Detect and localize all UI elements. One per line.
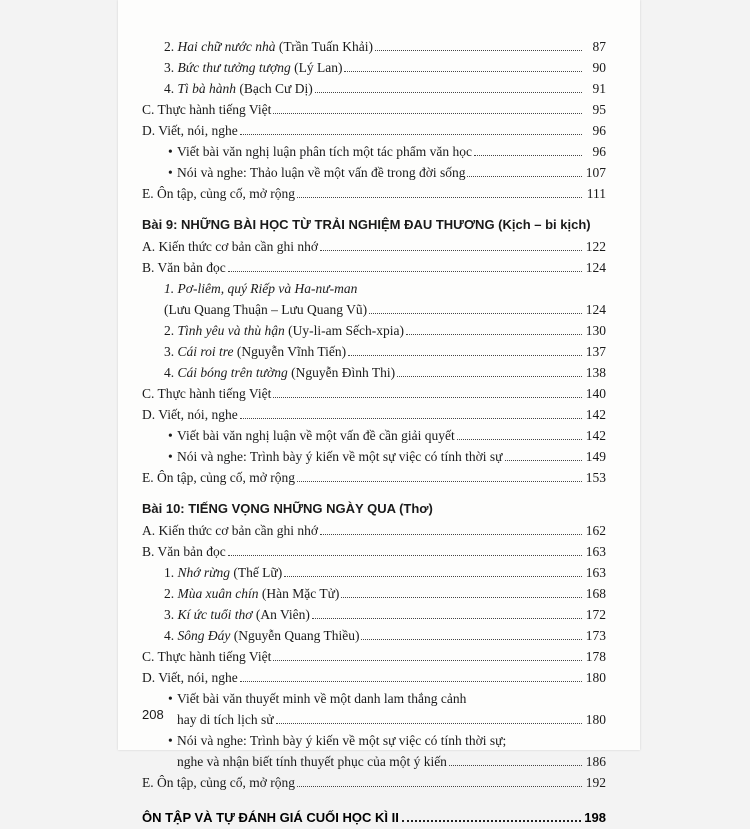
page-ref: 90 — [592, 60, 606, 75]
toc-entry — [142, 425, 606, 446]
leader-dots — [369, 313, 582, 314]
leader-dots — [297, 197, 582, 198]
toc-entry — [142, 383, 606, 404]
page-ref: 130 — [585, 323, 606, 338]
entry-title: Mùa xuân chín — [177, 586, 259, 601]
lesson-heading: Bài 10: TIẾNG VỌNG NHỮNG NGÀY QUA (Thơ) — [142, 501, 433, 516]
toc-entry — [142, 583, 606, 604]
toc-entry — [142, 141, 606, 162]
leader-dots — [406, 334, 582, 335]
leader-dots — [240, 134, 582, 135]
page-ref: 96 — [592, 144, 606, 159]
toc-entry — [142, 751, 606, 772]
page-ref: 142 — [585, 428, 606, 443]
bullet-icon: • — [168, 733, 173, 748]
leader-dots — [457, 439, 582, 440]
bullet-icon: • — [168, 691, 173, 706]
toc-final-review — [142, 807, 606, 829]
entry-label: Nói và nghe: Trình bày ý kiến về một sự việc có tính thời sự — [177, 449, 503, 464]
toc-entry — [142, 541, 606, 562]
leader-dots — [273, 397, 582, 398]
lesson-heading: Bài 9: NHỮNG BÀI HỌC TỪ TRẢI NGHIỆM ĐAU THƯƠNG (Kịch – bi kịch) — [142, 217, 591, 232]
entry-author: (Lý Lan) — [290, 60, 343, 75]
entry-author: (An Viên) — [252, 607, 310, 622]
toc-entry — [142, 299, 606, 320]
leader-dots — [467, 176, 582, 177]
toc-entry — [142, 278, 606, 299]
page-ref: 172 — [585, 607, 606, 622]
entry-author: (Thế Lữ) — [229, 565, 283, 580]
entry-author: (Nguyễn Đình Thi) — [287, 365, 396, 380]
toc-entry — [142, 257, 606, 278]
toc-entry — [142, 772, 606, 793]
page-ref: 91 — [592, 81, 606, 96]
toc-entry — [142, 562, 606, 583]
page-ref: 153 — [585, 470, 606, 485]
toc-entry — [142, 520, 606, 541]
page-ref: 163 — [585, 565, 606, 580]
toc-entry — [142, 604, 606, 625]
leader-dots — [320, 250, 582, 251]
entry-label: D. Viết, nói, nghe — [142, 670, 238, 685]
toc-entry — [142, 730, 606, 751]
bullet-icon: • — [168, 165, 173, 180]
entry-label: Viết bài văn thuyết minh về một danh lam thắng cảnh — [177, 691, 467, 706]
entry-label: ÔN TẬP VÀ TỰ ĐÁNH GIÁ CUỐI HỌC KÌ II — [142, 810, 399, 825]
toc-entry — [142, 404, 606, 425]
page-ref: 138 — [585, 365, 606, 380]
leader-dots — [474, 155, 582, 156]
toc-entry — [142, 446, 606, 467]
bullet-icon: • — [168, 449, 173, 464]
entry-author: (Lưu Quang Thuận – Lưu Quang Vũ) — [164, 302, 368, 317]
entry-label: C. Thực hành tiếng Việt — [142, 386, 272, 401]
entry-label: Viết bài văn nghị luận phân tích một tác phẩm văn học — [177, 144, 472, 159]
entry-title: 1. Pơ-liêm, quý Riếp và Ha-nư-man — [164, 281, 358, 296]
page-ref: 173 — [585, 628, 606, 643]
page-ref: 168 — [585, 586, 606, 601]
entry-label: hay di tích lịch sử — [177, 712, 274, 727]
toc-group-lesson8-tail — [142, 36, 606, 99]
entry-label: E. Ôn tập, củng cố, mở rộng — [142, 470, 295, 485]
toc-entry — [142, 688, 606, 709]
entry-label: B. Văn bản đọc — [142, 260, 226, 275]
entry-number: 4. — [164, 365, 175, 380]
entry-title: Tì bà hành — [177, 81, 237, 96]
entry-title: Tình yêu và thù hận — [177, 323, 285, 338]
entry-author: (Nguyễn Quang Thiều) — [230, 628, 360, 643]
entry-label: Nói và nghe: Trình bày ý kiến về một sự việc có tính thời sự; — [177, 733, 507, 748]
leader-dots — [228, 271, 582, 272]
page-ref: 124 — [585, 260, 606, 275]
page-ref: 140 — [585, 386, 606, 401]
entry-number: 3. — [164, 60, 175, 75]
entry-author: (Uy-li-am Sếch-xpia) — [284, 323, 404, 338]
leader-dots — [273, 660, 582, 661]
page-ref: 162 — [585, 523, 606, 538]
bullet-icon: • — [168, 144, 173, 159]
page-ref: 198 — [584, 810, 606, 825]
entry-number: 4. — [164, 628, 175, 643]
entry-title: Cái roi tre — [177, 344, 234, 359]
leader-dots — [397, 376, 582, 377]
toc-entry — [142, 78, 606, 99]
toc-entry — [142, 667, 606, 688]
entry-title: Cái bóng trên tường — [177, 365, 288, 380]
toc-entry — [142, 162, 606, 183]
entry-label: C. Thực hành tiếng Việt — [142, 649, 272, 664]
leader-dots — [402, 820, 581, 822]
leader-dots — [375, 50, 582, 51]
entry-title: Hai chữ nước nhà — [177, 39, 276, 54]
toc-entry — [142, 646, 606, 667]
toc-entry — [142, 709, 606, 730]
toc-entry — [142, 183, 606, 204]
page-ref: 142 — [585, 407, 606, 422]
entry-title: Sông Đáy — [177, 628, 231, 643]
leader-dots — [273, 113, 582, 114]
toc-entry — [142, 320, 606, 341]
leader-dots — [240, 681, 582, 682]
leader-dots — [297, 786, 582, 787]
toc-entry — [142, 236, 606, 257]
leader-dots — [276, 723, 582, 724]
leader-dots — [341, 597, 582, 598]
leader-dots — [361, 639, 582, 640]
entry-author: (Trần Tuấn Khải) — [275, 39, 373, 54]
entry-label: D. Viết, nói, nghe — [142, 407, 238, 422]
page-ref: 96 — [592, 123, 606, 138]
leader-dots — [312, 618, 582, 619]
page-ref: 178 — [585, 649, 606, 664]
bullet-icon: • — [168, 428, 173, 443]
page-number: 208 — [142, 707, 164, 722]
entry-label: C. Thực hành tiếng Việt — [142, 102, 272, 117]
entry-label: Nói và nghe: Thảo luận về một vấn đề trong đời sống — [177, 165, 466, 180]
entry-number: 1. — [164, 565, 175, 580]
leader-dots — [348, 355, 582, 356]
entry-author: (Bạch Cư Dị) — [236, 81, 313, 96]
page-ref: 111 — [586, 186, 606, 201]
entry-label: D. Viết, nói, nghe — [142, 123, 238, 138]
leader-dots — [284, 576, 582, 577]
entry-title: Nhớ rừng — [177, 565, 230, 580]
table-of-contents — [142, 36, 606, 829]
leader-dots — [505, 460, 583, 461]
toc-entry — [142, 120, 606, 141]
entry-label: E. Ôn tập, củng cố, mở rộng — [142, 775, 295, 790]
entry-title: Bức thư tưởng tượng — [177, 60, 291, 75]
toc-entry — [142, 57, 606, 78]
toc-entry — [142, 362, 606, 383]
page-ref: 137 — [585, 344, 606, 359]
entry-author: (Hàn Mặc Tử) — [258, 586, 340, 601]
page-ref: 124 — [585, 302, 606, 317]
toc-entry — [142, 625, 606, 646]
page-ref: 186 — [585, 754, 606, 769]
page-ref: 122 — [585, 239, 606, 254]
book-page — [118, 0, 640, 825]
page-ref: 87 — [592, 39, 606, 54]
entry-label: E. Ôn tập, củng cố, mở rộng — [142, 186, 295, 201]
toc-entry — [142, 341, 606, 362]
entry-label: B. Văn bản đọc — [142, 544, 226, 559]
page-ref: 149 — [585, 449, 606, 464]
entry-label: A. Kiến thức cơ bản cần ghi nhớ — [142, 239, 319, 254]
page-ref: 163 — [585, 544, 606, 559]
page-ref: 180 — [585, 670, 606, 685]
page-ref: 107 — [585, 165, 606, 180]
entry-label: A. Kiến thức cơ bản cần ghi nhớ — [142, 523, 319, 538]
entry-number: 2. — [164, 39, 175, 54]
entry-label: Viết bài văn nghị luận về một vấn đề cần giải quyết — [177, 428, 455, 443]
leader-dots — [344, 71, 582, 72]
page-ref: 180 — [585, 712, 606, 727]
leader-dots — [315, 92, 582, 93]
toc-entry — [142, 99, 606, 120]
entry-title: Kí ức tuổi thơ — [177, 607, 253, 622]
entry-number: 4. — [164, 81, 175, 96]
leader-dots — [449, 765, 582, 766]
entry-number: 3. — [164, 607, 175, 622]
toc-entry — [142, 467, 606, 488]
leader-dots — [320, 534, 582, 535]
entry-author: (Nguyễn Vĩnh Tiến) — [233, 344, 347, 359]
leader-dots — [228, 555, 582, 556]
page-ref: 192 — [585, 775, 606, 790]
entry-number: 2. — [164, 323, 175, 338]
entry-label: nghe và nhận biết tính thuyết phục của một ý kiến — [177, 754, 447, 769]
entry-number: 3. — [164, 344, 175, 359]
toc-entry — [142, 36, 606, 57]
entry-number: 2. — [164, 586, 175, 601]
leader-dots — [240, 418, 582, 419]
page-ref: 95 — [592, 102, 606, 117]
leader-dots — [297, 481, 582, 482]
